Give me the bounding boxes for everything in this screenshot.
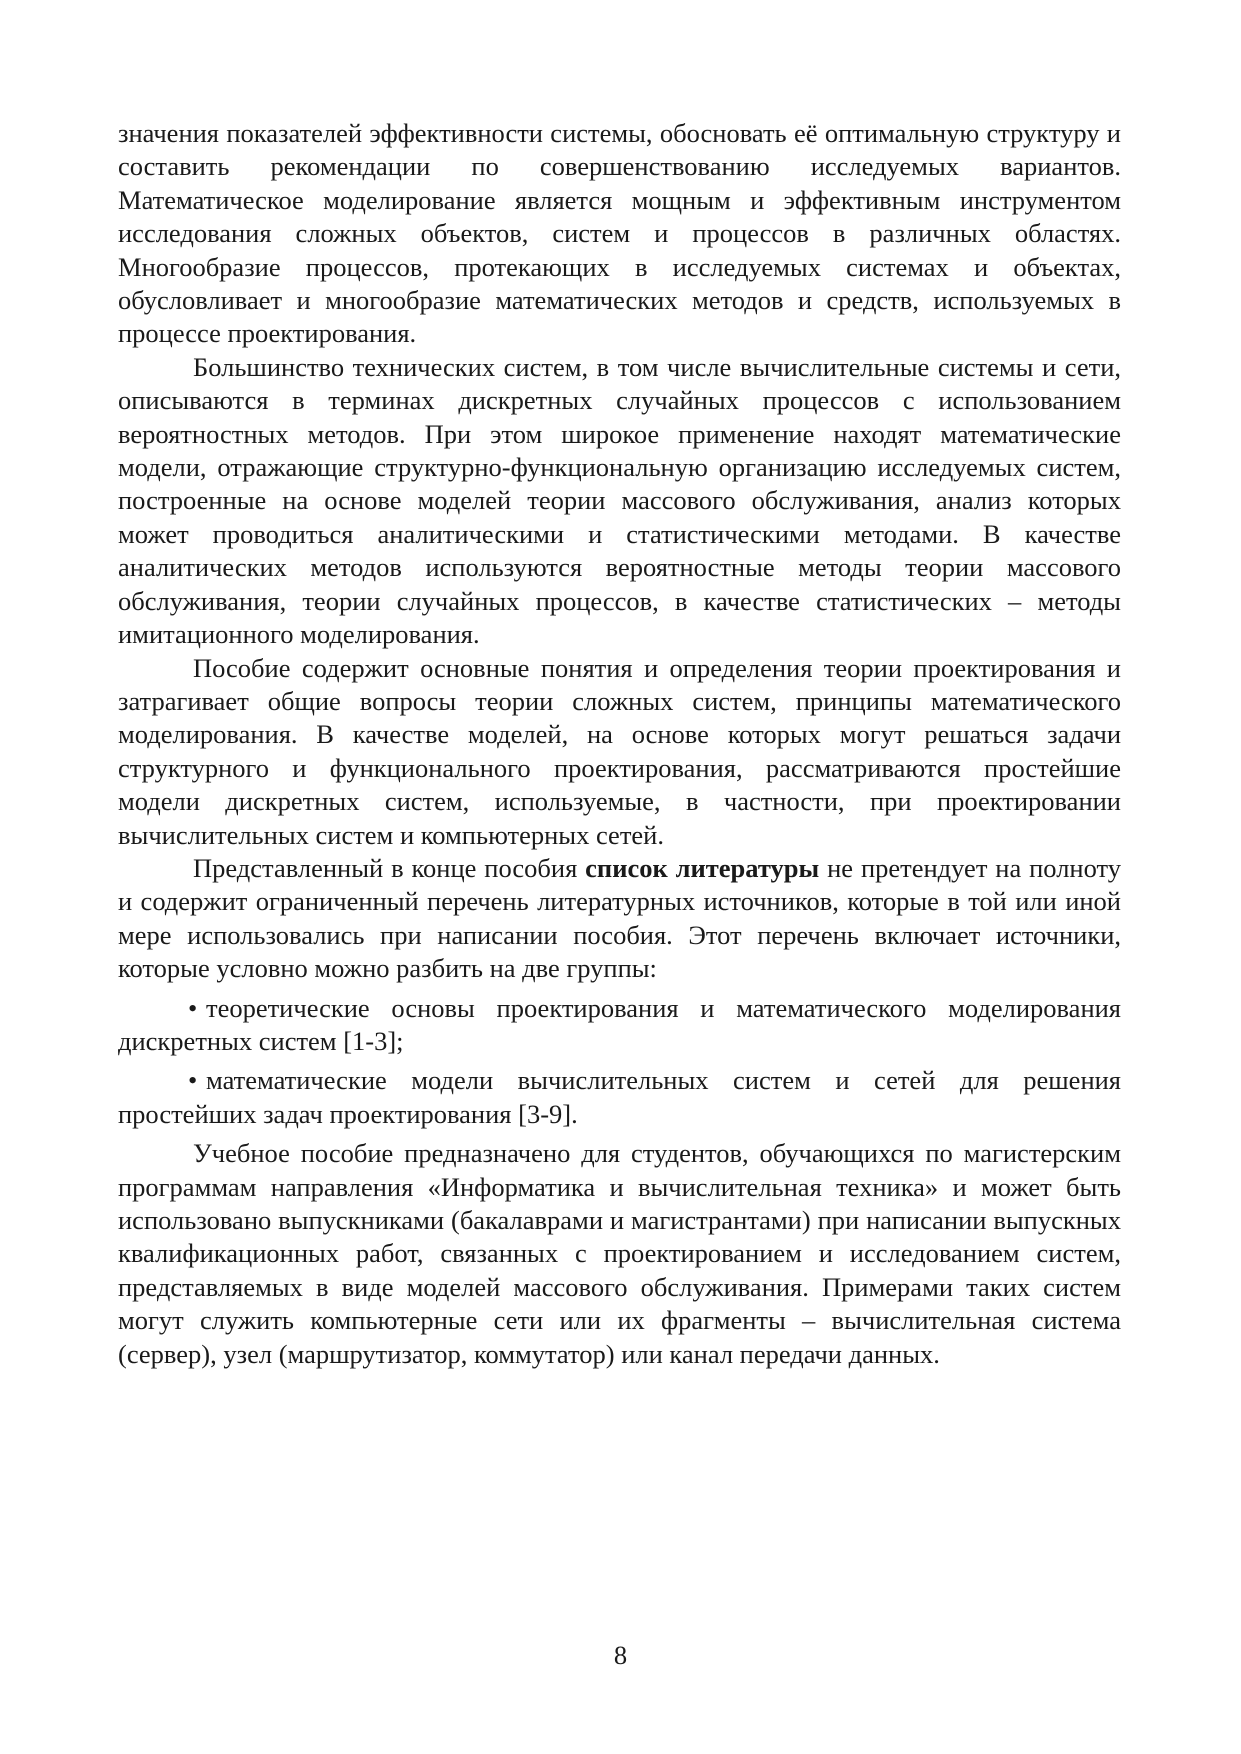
bullet-item-models bbox=[118, 1064, 1121, 1131]
paragraph-continuation: значения показателей эффективности системы, обосновать её оптимальную структуру и составить рекомендации по совершенствованию исследуемых вариантов. Математическое моделирование является мощным и эффективным инструментом исследования сложных объектов, систем и процессов в различных областях. Многообразие процессов, протекающих в исследуемых системах и объектах, обусловливает и многообразие математических методов и средств, используемых в процессе проектирования. bbox=[118, 118, 1121, 349]
body-text bbox=[118, 117, 1121, 1371]
bibliography-text-after: не претендует на полноту и содержит ограниченный перечень литературных источников, которые в той или иной мере использовались при написании пособия. Этот перечень включает источники, которые условно можно разбить на две группы: bbox=[118, 852, 1121, 984]
page-number: 8 bbox=[613, 1640, 628, 1670]
bibliography-bold-term: список литературы bbox=[585, 852, 820, 883]
paragraph-manual-contents: Пособие содержит основные понятия и определения теории проектирования и затрагивает общие вопросы теории сложных систем, принципы математического моделирования. В качестве моделей, на основе которых могут решаться задачи структурного и функционального проектирования, рассматриваются простейшие модели дискретных систем, используемые, в частности, при проектировании вычислительных систем и компьютерных сетей. bbox=[118, 652, 1121, 850]
paragraph-audience: Учебное пособие предназначено для студентов, обучающихся по магистерским программам направления «Информатика и вычислительная техника» и может быть использовано выпускниками (бакалаврами и магистрантами) при написании выпускных квалификационных работ, связанных с проектированием и исследованием систем, представляемых в виде моделей массового обслуживания. Примерами таких систем могут служить компьютерные сети или их фрагменты – вычислительная система (сервер), узел (маршрутизатор, коммутатор) или канал передачи данных. bbox=[118, 1138, 1121, 1369]
paragraph-technical-systems: Большинство технических систем, в том числе вычислительные системы и сети, описываются в терминах дискретных случайных процессов с использованием вероятностных методов. При этом широкое применение находят математические модели, отражающие структурно-функциональную организацию исследуемых систем, построенные на основе моделей теории массового обслуживания, анализ которых может проводиться аналитическими и статистическими методами. В качестве аналитических методов используются вероятностные методы теории массового обслуживания, теории случайных процессов, в качестве статистических – методы имитационного моделирования. bbox=[118, 351, 1121, 650]
bullet-text: математические модели вычислительных систем и сетей для решения простейших задач проектирования [3-9]. bbox=[118, 1065, 1121, 1129]
bullet-icon: • bbox=[188, 1065, 198, 1096]
paragraph-bibliography bbox=[118, 852, 1121, 986]
bullet-text: теоретические основы проектирования и математического моделирования дискретных систем [1-3]; bbox=[118, 992, 1121, 1056]
bullet-item-theory bbox=[118, 992, 1121, 1059]
bullet-icon: • bbox=[188, 992, 198, 1023]
bibliography-text-before: Представленный в конце пособия bbox=[193, 852, 586, 883]
